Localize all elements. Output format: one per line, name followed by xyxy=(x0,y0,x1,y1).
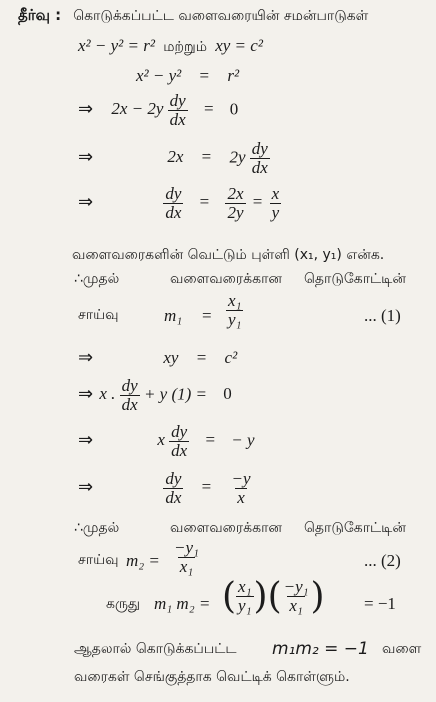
denominator: dx xyxy=(169,109,186,129)
lhs: 2x xyxy=(167,147,184,167)
step-isolate xyxy=(78,423,255,460)
step-slope-curve2 xyxy=(78,470,253,507)
conclusion-text-a: ஆதலால் கொடுக்கப்பட்ட xyxy=(74,641,237,657)
curve-for: வளைவரைக்கான xyxy=(170,520,282,536)
solution-heading: தீர்வு : xyxy=(18,6,62,24)
step-hyperbola xyxy=(78,347,237,368)
curve-for: வளைவரைக்கான xyxy=(170,271,282,287)
derivative-fraction xyxy=(163,185,183,222)
numerator: −y₁ xyxy=(174,538,199,557)
product-expression xyxy=(222,576,325,617)
m1-fraction xyxy=(226,292,243,329)
denominator: x xyxy=(237,487,245,507)
numerator: dy xyxy=(165,184,182,203)
equals-sign: = xyxy=(199,66,210,85)
therefore-first: ∴முதல் xyxy=(74,520,120,536)
conclusion-line-2: வரைகள் செங்குத்தாக வெட்டிக் கொள்ளும். xyxy=(74,669,350,685)
lhs: x² − y² xyxy=(136,66,182,85)
numerator: dy xyxy=(165,469,182,488)
numerator: dy xyxy=(121,376,138,395)
equals-sign: = xyxy=(199,192,210,212)
derivative-fraction xyxy=(169,423,189,460)
equals-sign: = xyxy=(252,192,263,212)
step-product-rule xyxy=(78,377,232,414)
eq-circle: x² − y² = r² xyxy=(78,36,155,55)
denominator: y₁ xyxy=(238,596,252,615)
given-equations xyxy=(78,36,263,57)
denominator: y xyxy=(271,202,280,222)
denominator: dx xyxy=(121,394,138,414)
lhs: x xyxy=(157,430,165,450)
slope-m1-line xyxy=(78,291,418,329)
derivative-fraction xyxy=(250,140,270,177)
numerator: x₁ xyxy=(238,577,252,597)
derivative-fraction xyxy=(120,377,140,414)
equals-sign: = xyxy=(201,147,212,167)
therefore-line-1 xyxy=(74,271,414,289)
therefore-line-2 xyxy=(74,520,414,538)
rhs: 2y xyxy=(229,147,246,167)
equals-sign: = xyxy=(205,430,216,450)
step-eq-1 xyxy=(136,66,239,86)
fraction-neg-y1-x1 xyxy=(282,578,311,615)
conclusion-line-1 xyxy=(74,639,422,659)
equals-sign: = xyxy=(203,99,214,119)
numerator: −y xyxy=(231,469,251,488)
equals-sign: = xyxy=(202,306,212,325)
open-paren-icon: ( xyxy=(222,576,237,617)
numerator: x xyxy=(271,184,280,203)
product-label: கருது xyxy=(106,596,141,612)
denominator: 2y xyxy=(227,202,244,222)
fraction-neg-y-x xyxy=(229,470,252,507)
slope-label: சாய்வு xyxy=(78,552,119,568)
implies-arrow: ⇒ xyxy=(78,191,94,213)
close-paren-icon: ) xyxy=(253,576,268,617)
intro-text: கொடுக்கப்பட்ட வளைவரையின் சமன்பாடுகள் xyxy=(73,8,369,24)
denominator: y₁ xyxy=(228,309,242,329)
fraction-x1-y1 xyxy=(236,578,253,615)
rhs: c² xyxy=(224,348,238,367)
conjunction-and: மற்றும் xyxy=(163,39,207,55)
rhs: 0 xyxy=(229,99,239,119)
denominator: dx xyxy=(171,440,188,460)
rhs: r² xyxy=(227,66,240,85)
step-rearrange xyxy=(78,140,270,177)
numerator: x₁ xyxy=(228,291,242,310)
numerator: dy xyxy=(171,422,188,441)
derivative-fraction xyxy=(163,470,183,507)
denominator: dx xyxy=(165,202,182,222)
rhs: 0 xyxy=(223,384,232,404)
denominator: x₁ xyxy=(289,596,303,615)
fraction-2x-2y xyxy=(225,185,245,222)
implies-arrow: ⇒ xyxy=(78,146,94,168)
lhs: xy xyxy=(163,348,179,367)
denominator: dx xyxy=(165,487,182,507)
close-paren-icon: ) xyxy=(310,576,325,617)
therefore-first: ∴முதல் xyxy=(74,271,120,287)
eq-hyperbola: xy = c² xyxy=(215,36,263,55)
numerator: dy xyxy=(169,91,186,110)
slope-m2-line xyxy=(78,538,418,576)
m1-m2-product: m₁ m₂ = xyxy=(154,594,211,613)
equation-ref-1: ... (1) xyxy=(364,306,401,325)
term-x: x . xyxy=(99,384,116,404)
open-paren-icon: ( xyxy=(267,576,282,617)
denominator: dx xyxy=(251,157,268,177)
term-y: + y (1) = xyxy=(143,384,207,404)
slope-label: சாய்வு xyxy=(78,307,119,323)
numerator: 2x xyxy=(227,184,244,203)
equals-sign: = xyxy=(201,477,212,497)
m2-symbol: m₂ = xyxy=(126,551,160,570)
implies-arrow: ⇒ xyxy=(78,383,94,405)
conclusion-text-b: வளை xyxy=(382,641,422,657)
conclusion-math: m₁m₂ = −1 xyxy=(272,639,369,659)
tangent-of: தொடுகோட்டின் xyxy=(304,271,406,287)
implies-arrow: ⇒ xyxy=(78,347,94,368)
equals-sign: = xyxy=(196,348,207,367)
intersection-point-text: வளைவரைகளின் வெட்டும் புள்ளி (x₁, y₁) என்க. xyxy=(72,247,385,263)
equation-ref-2: ... (2) xyxy=(364,551,401,570)
rhs: − y xyxy=(231,430,255,450)
implies-arrow: ⇒ xyxy=(78,98,94,120)
fraction-x-y xyxy=(270,185,282,222)
denominator: x₁ xyxy=(179,556,194,576)
derivative-fraction xyxy=(168,92,188,129)
m1-symbol: m₁ xyxy=(164,306,183,325)
step-slope-curve1 xyxy=(78,185,281,222)
step-differentiate xyxy=(78,92,238,129)
solution-header xyxy=(18,6,368,26)
numerator: −y₁ xyxy=(283,577,309,597)
numerator: dy xyxy=(251,139,268,158)
product-result: = −1 xyxy=(364,594,396,613)
m2-fraction xyxy=(172,539,201,576)
implies-arrow: ⇒ xyxy=(78,429,94,451)
implies-arrow: ⇒ xyxy=(78,476,94,498)
lhs: 2x − 2y xyxy=(111,99,164,119)
tangent-of: தொடுகோட்டின் xyxy=(304,520,406,536)
